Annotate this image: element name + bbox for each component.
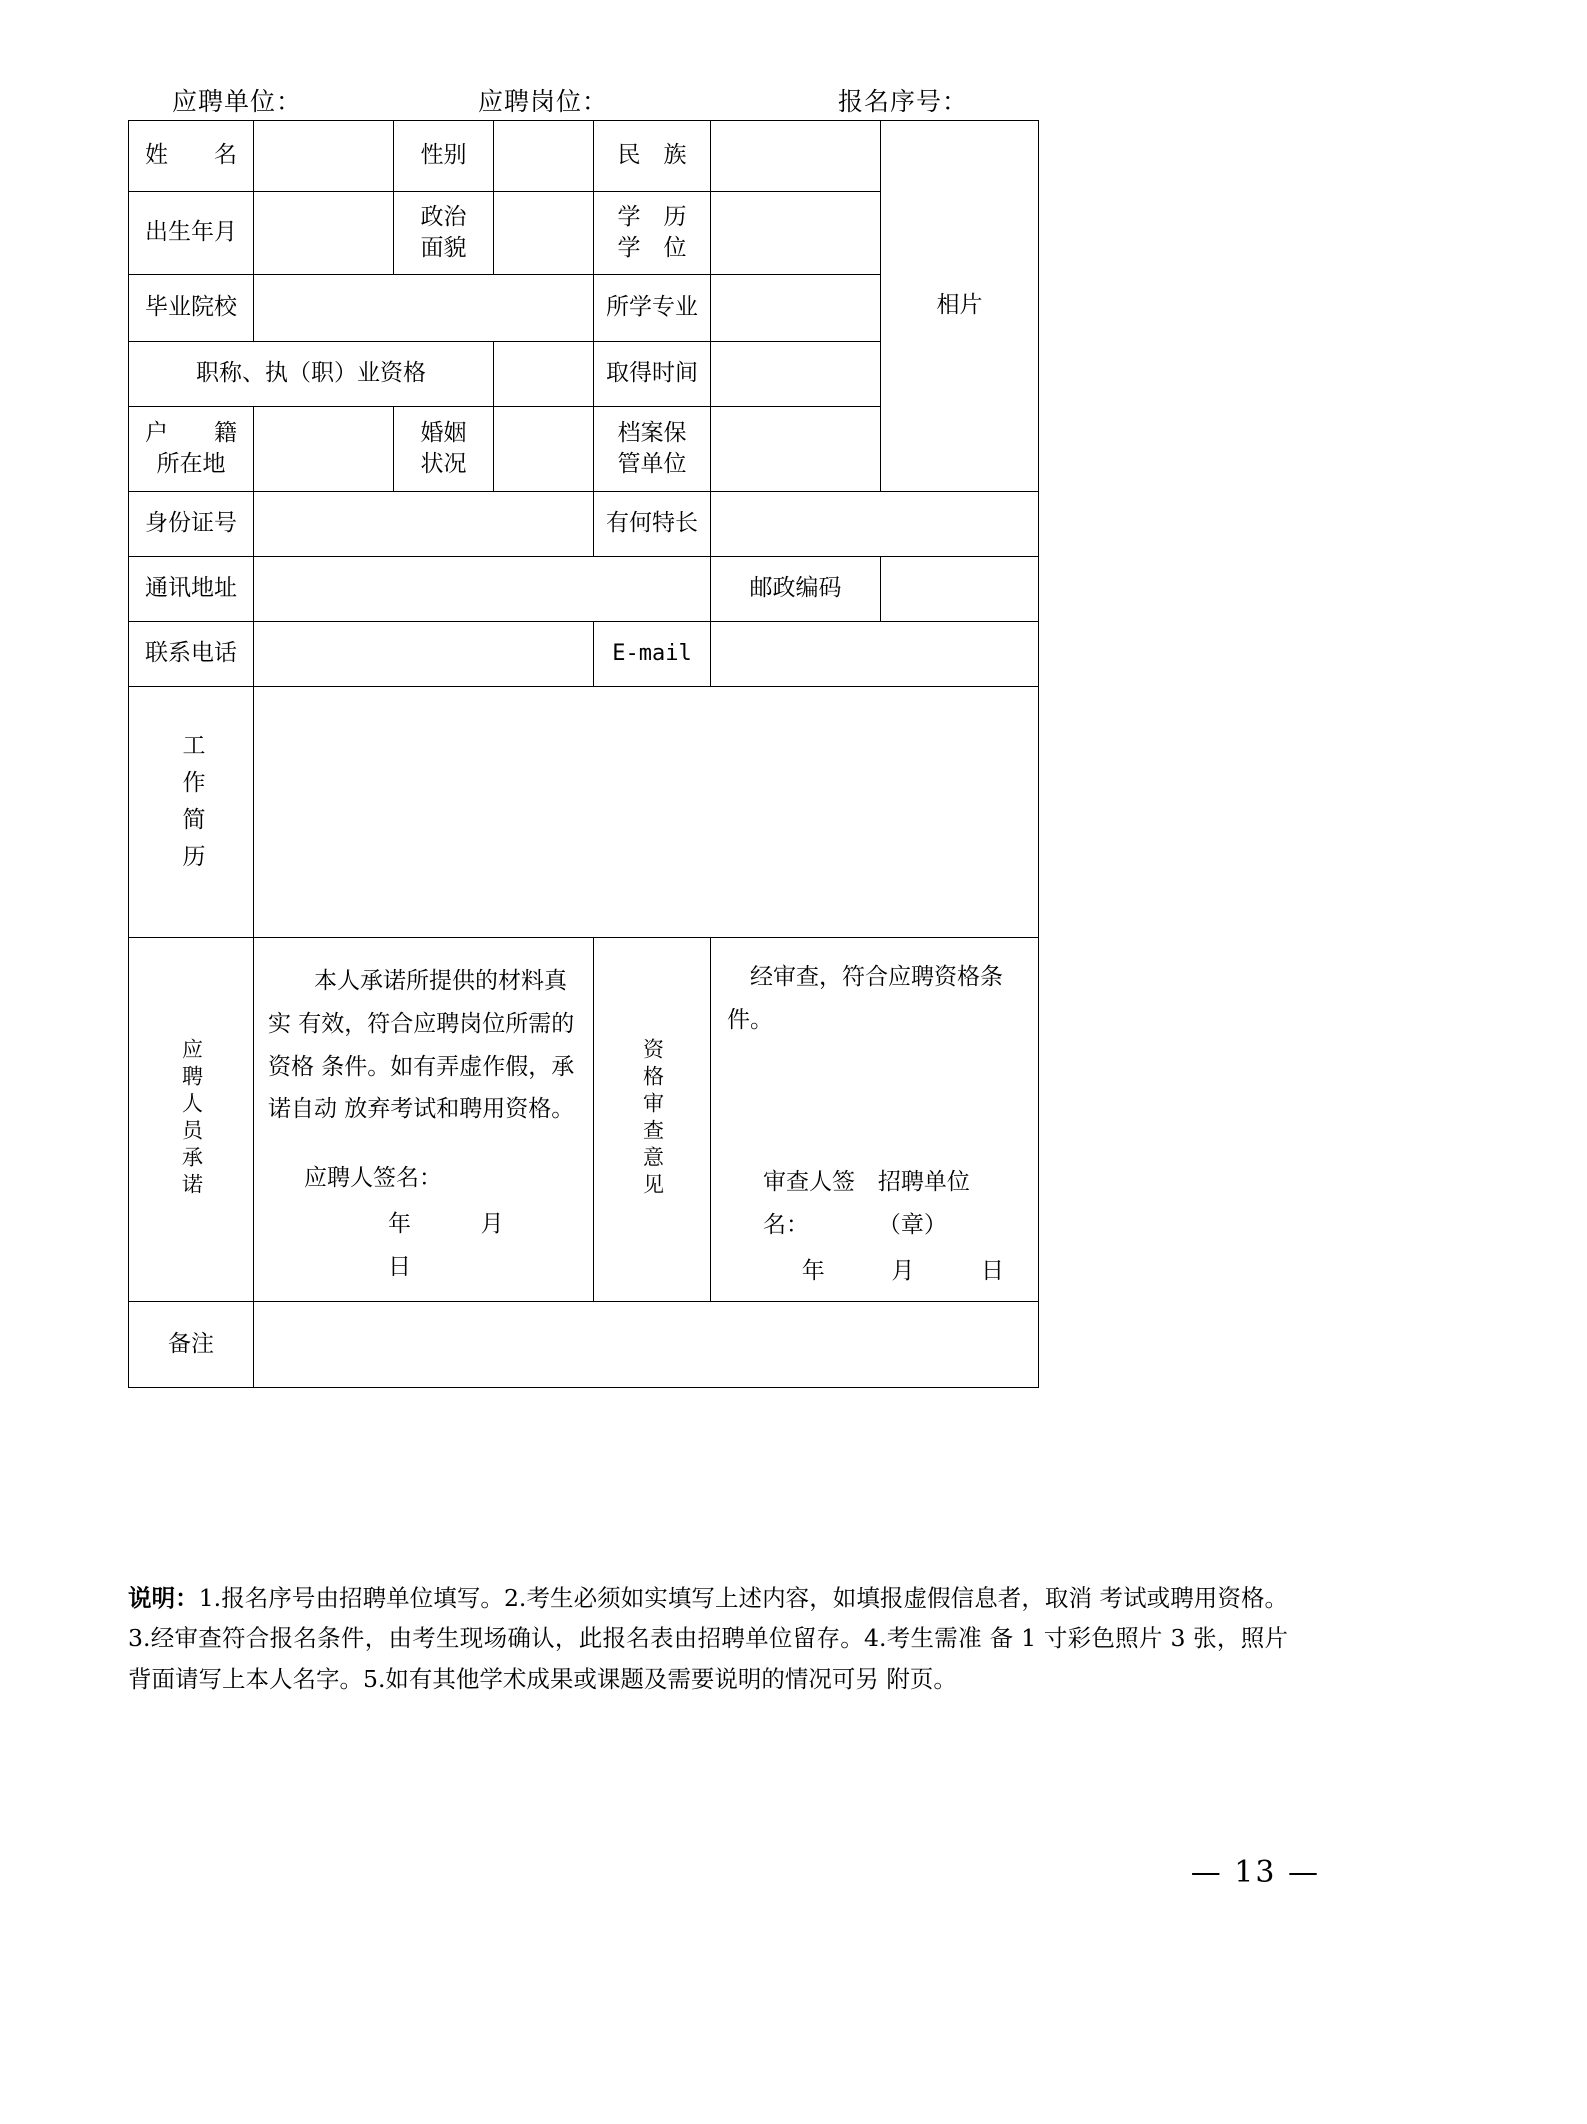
label-education-degree — [594, 192, 711, 275]
label-marital-line1: 婚姻 — [420, 419, 467, 446]
recruiting-unit-seal-label: 招聘单位（章） — [877, 1169, 970, 1238]
label-professional-title: 职称、执（职）业资格 — [129, 342, 494, 407]
label-name: 姓 名 — [129, 121, 254, 192]
table-row-name — [129, 121, 1039, 192]
reviewer-date-day: 日 — [981, 1258, 1004, 1285]
table-row-commitment-review — [129, 938, 1039, 1302]
label-household-line2: 所在地 — [156, 451, 226, 477]
value-email[interactable] — [711, 622, 1039, 687]
value-political-status[interactable] — [494, 192, 594, 275]
reviewer-date-month: 月 — [891, 1258, 915, 1285]
value-marital-status[interactable] — [494, 407, 594, 492]
label-email: E-mail — [594, 622, 711, 687]
label-qualification-review-text: 资格审查意见 — [640, 1038, 665, 1201]
value-gender[interactable] — [494, 121, 594, 192]
review-content-cell — [711, 938, 1039, 1302]
commitment-content-cell — [254, 938, 594, 1302]
label-major: 所学专业 — [594, 275, 711, 342]
value-birth-date[interactable] — [254, 192, 394, 275]
label-id-number: 身份证号 — [129, 492, 254, 557]
applicant-date-month: 月 — [480, 1211, 505, 1238]
value-postcode[interactable] — [881, 557, 1039, 622]
applicant-date-year: 年 — [388, 1211, 412, 1238]
value-speciality[interactable] — [711, 492, 1039, 557]
label-work-resume-text: 工作简历 — [178, 733, 205, 882]
label-address: 通讯地址 — [129, 557, 254, 622]
label-archive-line2: 管单位 — [617, 451, 687, 477]
label-political-status-line1: 政治 — [420, 203, 467, 230]
explanation-body: 1.报名序号由招聘单位填写。2.考生必须如实填写上述内容，如填报虚假信息者，取消 考试或聘用资格。3.经审查符合报名条件，由考生现场确认，此报名表由招聘单位留存。4.考生需准 备 1 寸彩色照片 3 张，照片背面请写上本人名字。5.如有其他学术成果或课题及需要说明的情况可另 附页。 — [128, 1584, 1289, 1693]
label-archive-line1: 档案保 — [617, 419, 687, 446]
reviewer-signature-label: 审查人签名： — [763, 1169, 855, 1238]
value-household-location[interactable] — [254, 407, 394, 492]
table-row-work-resume — [129, 687, 1039, 938]
label-speciality: 有何特长 — [594, 492, 711, 557]
value-address[interactable] — [254, 557, 711, 622]
label-education: 学 历 — [617, 203, 687, 230]
applied-unit-label: 应聘单位： — [172, 87, 303, 116]
label-ethnicity: 民 族 — [594, 121, 711, 192]
label-gender: 性别 — [394, 121, 494, 192]
value-ethnicity[interactable] — [711, 121, 881, 192]
label-applicant-commitment — [129, 938, 254, 1302]
explanation-paragraph — [128, 1578, 1288, 1699]
applied-position-label: 应聘岗位： — [478, 87, 609, 116]
label-applicant-commitment-wrap — [129, 938, 253, 1301]
label-phone: 联系电话 — [129, 622, 254, 687]
reviewer-date-year: 年 — [801, 1258, 825, 1285]
label-birth-date: 出生年月 — [129, 192, 254, 275]
value-name[interactable] — [254, 121, 394, 192]
label-household-line1: 户 籍 — [145, 419, 237, 446]
label-graduate-school: 毕业院校 — [129, 275, 254, 342]
table-row-remark — [129, 1301, 1039, 1387]
review-text: 经审查，符合应聘资格条件。 — [727, 964, 1003, 1033]
applicant-signature-label: 应聘人签名： — [304, 1164, 442, 1191]
label-household-location — [129, 407, 254, 492]
applicant-date-day: 日 — [388, 1253, 412, 1280]
value-graduate-school[interactable] — [254, 275, 594, 342]
label-archive-unit — [594, 407, 711, 492]
label-obtain-time: 取得时间 — [594, 342, 711, 407]
table-row-phone — [129, 622, 1039, 687]
reviewer-date-row[interactable] — [727, 1250, 1022, 1293]
value-remark[interactable] — [254, 1301, 1039, 1387]
value-id-number[interactable] — [254, 492, 594, 557]
label-qualification-review — [594, 938, 711, 1302]
value-archive-unit[interactable] — [711, 407, 881, 492]
commitment-text: 本人承诺所提供的材料真实 有效，符合应聘岗位所需的资格 条件。如有弄虚作假，承诺自动 放弃考试和聘用资格。 — [268, 968, 575, 1123]
value-education-degree[interactable] — [711, 192, 881, 275]
label-degree: 学 位 — [617, 235, 687, 261]
table-row-id-number — [129, 492, 1039, 557]
registration-number-label: 报名序号： — [838, 87, 969, 116]
value-work-resume[interactable] — [254, 687, 1039, 938]
value-professional-title[interactable] — [494, 342, 594, 407]
reviewer-signature-row[interactable] — [727, 1161, 1022, 1246]
label-work-resume — [129, 687, 254, 938]
label-marital-line2: 状况 — [420, 451, 467, 477]
label-marital-status — [394, 407, 494, 492]
label-political-status-line2: 面貌 — [420, 235, 467, 261]
label-postcode: 邮政编码 — [711, 557, 881, 622]
value-major[interactable] — [711, 275, 881, 342]
application-form-table — [128, 120, 1039, 1388]
explanation-title: 说明： — [128, 1584, 199, 1612]
review-body — [711, 938, 1038, 1301]
applicant-signature-row[interactable] — [268, 1157, 579, 1200]
applicant-date-row[interactable] — [268, 1203, 579, 1288]
photo-placeholder[interactable]: 相片 — [881, 121, 1039, 492]
label-remark: 备注 — [129, 1301, 254, 1387]
page-number: — 13 — — [1190, 1855, 1320, 1890]
table-row-address — [129, 557, 1039, 622]
commitment-body — [254, 942, 593, 1296]
label-political-status — [394, 192, 494, 275]
value-obtain-time[interactable] — [711, 342, 881, 407]
value-phone[interactable] — [254, 622, 594, 687]
form-header-labels — [128, 82, 1458, 122]
label-applicant-commitment-text: 应聘人员承诺 — [179, 1038, 204, 1201]
label-qualification-review-wrap — [594, 1038, 710, 1200]
